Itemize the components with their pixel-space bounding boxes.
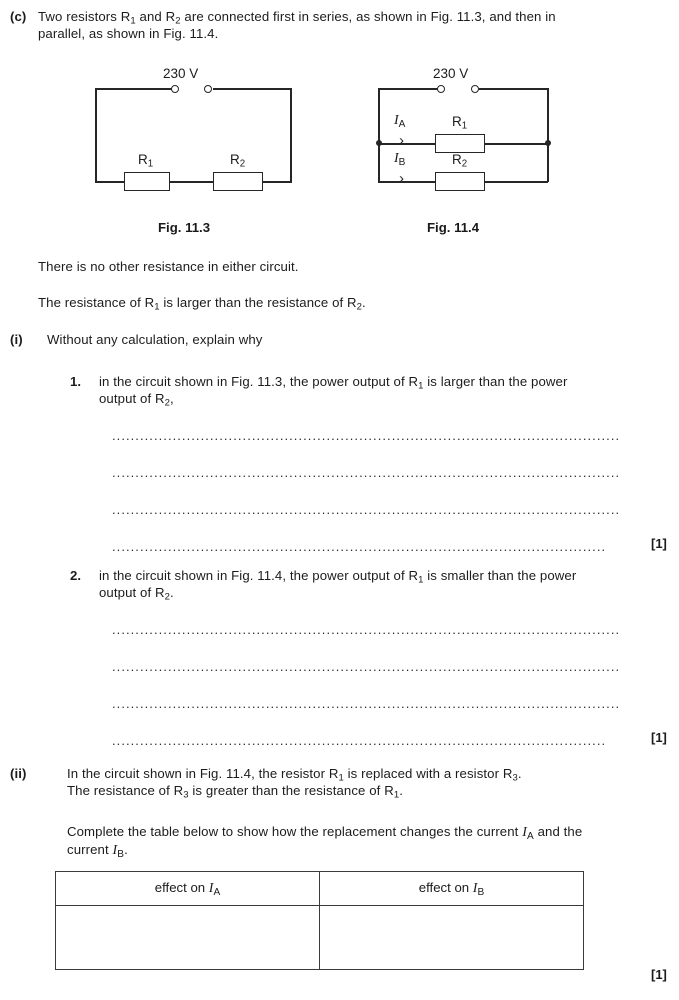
parallel-r1-subscript: 1 (461, 120, 468, 132)
parallel-top-wire-left (378, 88, 440, 90)
figure-parallel-circuit (0, 0, 679, 250)
part-i-item-1-number: 1. (70, 374, 82, 389)
figure-series-caption: Fig. 11.3 (158, 220, 211, 235)
answer-line[interactable]: .......................................................................................................... (112, 733, 607, 747)
current-ia-label: $I_A$ (394, 113, 406, 130)
current-ib-subscript: B (398, 156, 406, 168)
answer-line[interactable]: ............................................................................................................. (112, 696, 621, 710)
table-header-ib-prefix: effect on (418, 880, 473, 895)
parallel-terminal-left (437, 85, 445, 93)
series-r1-subscript: 1 (147, 158, 154, 170)
table-header-ib-symbol: $I_B$ (472, 881, 485, 898)
part-c-intro-line2: parallel, as shown in Fig. 11.4. (38, 26, 219, 41)
table-cell-effect-ib-answer[interactable] (320, 906, 584, 970)
series-r2-subscript: 2 (239, 158, 246, 170)
statement-no-other-resistance: There is no other resistance in either circuit. (38, 259, 299, 274)
part-ii-text: In the circuit shown in Fig. 11.4, the resistor $R_1$ is replaced with a resistor $R_3$. The resistance of $R_3$ is greater than the resistance of $R_1$. (67, 766, 522, 801)
part-i-item-2-text: in the circuit shown in Fig. 11.4, the power output of $R_1$ is smaller than the power output of $R_2$. (99, 568, 577, 603)
current-ia-arrow: › (399, 132, 404, 149)
answer-line[interactable]: ............................................................................................................. (112, 465, 621, 479)
statement-resistance-comparison: The resistance of $R_1$ is larger than the resistance of $R_2$. (38, 295, 366, 313)
part-i-label: (i) (10, 332, 23, 347)
part-c-intro-line1: Two resistors $R_1$ and $R_2$ are connected first in series, as shown in Fig. 11.3, and then in (38, 9, 556, 27)
current-ia-inline: $I_A$ (522, 825, 534, 842)
table-header-row (56, 872, 584, 906)
series-resistor-r1-label: $R_1$ (138, 152, 154, 170)
parallel-supply-label: 230 V (433, 66, 469, 81)
parallel-node-right (545, 140, 551, 146)
part-ii-table-instruction: Complete the table below to show how the replacement changes the current $I_A$ and the current $I_B$. (67, 824, 583, 860)
parallel-terminal-right (471, 85, 479, 93)
parallel-resistor-r2-label: $R_2$ (452, 152, 468, 170)
parallel-branch-a-wire-left (378, 143, 435, 145)
parallel-resistor-r1 (435, 134, 485, 153)
mark-allocation: [1] (651, 967, 667, 982)
table-header-ia-prefix: effect on (154, 880, 209, 895)
current-ib-inline: $I_B$ (112, 843, 125, 860)
figure-parallel-caption: Fig. 11.4 (427, 220, 480, 235)
table-cell-effect-ia-answer[interactable] (56, 906, 320, 970)
mark-allocation: [1] (651, 730, 667, 745)
part-i-item-1-text: in the circuit shown in Fig. 11.3, the power output of $R_1$ is larger than the power output of $R_2$, (99, 374, 568, 409)
answer-line[interactable]: ............................................................................................................. (112, 502, 621, 516)
parallel-resistor-r2 (435, 172, 485, 191)
parallel-left-wire (378, 88, 380, 182)
table-row (56, 906, 584, 970)
parallel-r2-subscript: 2 (461, 158, 468, 170)
part-i-item-2-number: 2. (70, 568, 82, 583)
series-supply-label: 230 V (163, 66, 199, 81)
parallel-branch-a-wire-right (485, 143, 548, 145)
part-ii-label: (ii) (10, 766, 27, 781)
answer-line[interactable]: ............................................................................................................. (112, 659, 621, 673)
effect-table (55, 871, 584, 970)
mark-allocation: [1] (651, 536, 667, 551)
answer-line[interactable]: .......................................................................................................... (112, 539, 607, 553)
parallel-branch-b-wire-right (485, 181, 548, 183)
table-header-ia-symbol: $I_A$ (208, 881, 221, 898)
parallel-top-wire-right (479, 88, 548, 90)
current-ib-arrow: › (399, 170, 404, 187)
answer-line[interactable]: ............................................................................................................. (112, 428, 621, 442)
table-header-effect-on-ia (56, 872, 320, 906)
current-ib-label: $I_B$ (394, 151, 406, 168)
parallel-right-wire (547, 88, 549, 182)
part-i-prompt: Without any calculation, explain why (47, 332, 263, 347)
series-resistor-r2-label: $R_2$ (230, 152, 246, 170)
parallel-node-left (376, 140, 382, 146)
parallel-resistor-r1-label: $R_1$ (452, 114, 468, 132)
current-ia-subscript: A (398, 118, 406, 130)
table-header-effect-on-ib (320, 872, 584, 906)
parallel-branch-b-wire-left (378, 181, 435, 183)
answer-line[interactable]: ............................................................................................................. (112, 622, 621, 636)
part-c-label: (c) (10, 9, 27, 24)
